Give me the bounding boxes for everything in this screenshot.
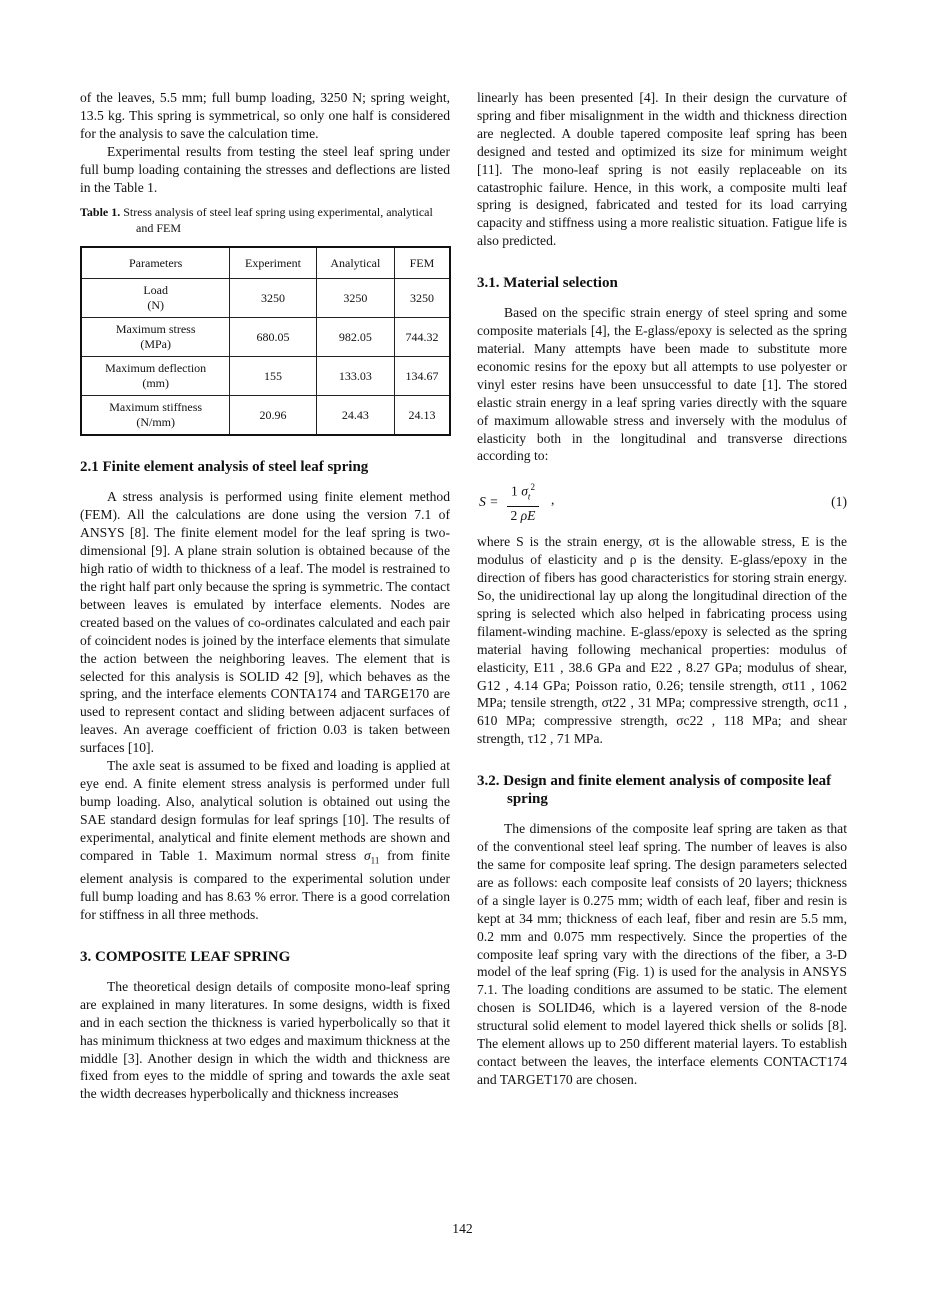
paragraph-where: where S is the strain energy, σt is the allowable stress, E is the modulus of elasticity and ρ is the density. E-glass/epoxy in the direction of fibers has good characteristics for storing strain energy. So, the unidirectional lay up along the longitudinal direction of the spring is selected which also helped in fabricating process using filament-winding machine. E-glass/epoxy is selected as the spring material having following mechanical properties: modulus of elasticity, E11 , 38.6 GPa and E22 , 8.27 GPa; modulus of shear, G12 , 4.14 GPa; Poisson ratio, 0.26; tensile strength, σt11 , 1062 MPa; tensile strength, σt22 , 31 MPa; compressive strength, σc11 , 610 MPa; compressive strength, σc22 , 118 MPa; and shear strength, τ12 , 71 MPa.	[477, 534, 847, 747]
section-heading-2-1: 2.1 Finite element analysis of steel leaf spring	[80, 459, 369, 476]
fem-cell: 744.32	[394, 318, 450, 357]
equation-number: (1)	[831, 494, 847, 510]
equation-fraction: $\frac{1 \sigma_t^2}{2 \rho E}$	[507, 479, 539, 525]
fem-cell: 24.13	[394, 396, 450, 436]
analytical-cell: 24.43	[316, 396, 394, 436]
section-heading-3-1: 3.1. Material selection	[477, 275, 618, 292]
table-caption	[80, 204, 450, 236]
paragraph-continued: linearly has been presented [4]. In their design the curvature of spring and fiber misalignment in the width and thickness direction are neglected. A double tapered composite leaf spring has been designed and tested and optimized its size for minimum weight [11]. The mono-leaf spring is not easily replaceable on its catastrophic failure. Hence, in this work, a composite multi leaf spring is designed, fabricated and tested for its load carrying capacity and stiffness using a more realistic situation. Fatigue life is also predicted.	[477, 90, 847, 249]
paragraph-intro: of the leaves, 5.5 mm; full bump loading, 3250 N; spring weight, 13.5 kg. This spring is symmetrical, so only one half is considered for the analysis to save the calculation time.	[80, 90, 450, 141]
header-experiment: Experiment	[230, 247, 316, 279]
page-number: 142	[452, 1221, 473, 1236]
table-label: Table 1.	[80, 205, 121, 220]
table-row	[81, 318, 450, 357]
experiment-cell: 20.96	[230, 396, 316, 436]
left-column	[80, 89, 450, 1103]
table-row	[81, 279, 450, 318]
table-header-row	[81, 247, 450, 279]
param-cell: Maximum stiffness (N/mm)	[81, 396, 230, 436]
table-row	[81, 396, 450, 436]
header-fem: FEM	[394, 247, 450, 279]
header-analytical: Analytical	[316, 247, 394, 279]
param-cell: Load (N)	[81, 279, 230, 318]
paragraph-composite: The theoretical design details of composite mono-leaf spring are explained in many literatures. In some designs, width is fixed and in each section the thickness is varied hyperbolically so that it has minimum thickness at two edges and maximum thickness at the middle [3]. Another design in which the width and thickness are fixed from eyes to the middle of spring and towards the axle seat the width decreases hyperbolically and thickness increases	[80, 978, 450, 1102]
table-caption-text: Stress analysis of steel leaf spring using experimental, analytical and FEM	[123, 205, 433, 236]
equation-1: S = $\frac{1 \sigma_t^2}{2 \rho E}$ , (1)	[477, 479, 847, 525]
paragraph-design: The dimensions of the composite leaf spring are taken as that of the conventional steel leaf spring. The number of leaves is also the same for composite leaf spring. The design parameters selected are as follows: each composite leaf consists of 20 layers; thickness of a single layer is 0.275 mm; width of each leaf, fiber and resin is kept at 34 mm; thickness of each leaf, fiber and resin are 5.5 mm, 0.2 mm and 0.075 mm respectively. Since the properties of the composite leaf spring vary with the directions of the fiber, a 3-D model of the leaf spring (Fig. 1) is used for the analysis in ANSYS 7.1. The loading conditions are assumed to be static. The element chosen is SOLID46, which is a layered version of the 8-node structural solid element to model layered thick shells or solids [8]. The element allows up to 250 different material layers. To establish contact between the leaves, the interface elements CONTACT174 and TARGET170 are chosen.	[477, 821, 847, 1087]
experiment-cell: 155	[230, 357, 316, 396]
section-heading-3: 3. COMPOSITE LEAF SPRING	[80, 948, 291, 965]
stress-analysis-table	[80, 246, 451, 436]
analytical-cell: 133.03	[316, 357, 394, 396]
param-cell: Maximum stress (MPa)	[81, 318, 230, 357]
analytical-cell: 3250	[316, 279, 394, 318]
right-column	[477, 89, 847, 1089]
fem-cell: 134.67	[394, 357, 450, 396]
param-cell: Maximum deflection (mm)	[81, 357, 230, 396]
paragraph-experimental: Experimental results from testing the steel leaf spring under full bump loading containing the stresses and deflections are listed in the Table 1.	[80, 143, 450, 195]
experiment-cell: 3250	[230, 279, 316, 318]
fem-cell: 3250	[394, 279, 450, 318]
paragraph-material: Based on the specific strain energy of steel spring and some composite materials [4], the E-glass/epoxy is selected as the spring material. Many attempts have been made to substitute more economic resins for the epoxy but all attempts to use polyester or vinyl ester resins have been unsuccessful to date [1]. The stored elastic strain energy in a leaf spring varies directly with the square of maximum allowable stress and inversely with the modulus of elasticity both in the longitudinal and transverse directions according to:	[477, 305, 847, 464]
table-row	[81, 357, 450, 396]
section-heading-3-2: 3.2. Design and finite element analysis of composite leaf spring	[477, 773, 832, 808]
experiment-cell: 680.05	[230, 318, 316, 357]
paragraph-fea-steel: A stress analysis is performed using finite element method (FEM). All the calculations are done using the version 7.1 of ANSYS [8]. The finite element model for the leaf spring is two-dimensional [9]. A plane strain solution is obtained because of the high ratio of width to thickness of a leaf. The model is restrained to the right half part only because the spring is symmetric. The contact between leaves is emulated by interface elements. Nodes are created based on the values of co-ordinates calculated and each pair of coincident nodes is joined by the interface elements that simulate the action between the neighboring leaves. The element that is selected for this analysis is SOLID 42 [9], which behaves as the spring, and the interface elements CONTA174 and TARGE170 are used to represent contact and sliding between adjacent surfaces of leaves. An average coefficient of friction 0.03 is taken between surfaces [10].	[80, 489, 450, 756]
header-parameters: Parameters	[81, 247, 230, 279]
paragraph-axle-seat: The axle seat is assumed to be fixed and loading is applied at eye end. A finite element stress analysis is performed under full bump loading. Also, analytical solution is obtained out using the SAE standard design formulas for leaf springs [10]. The results of experimental, analytical and finite element methods are shown and compared in Table 1. Maximum normal stress $\sigma_{11}$ from finite element analysis is compared to the experimental solution under full bump loading and has 8.63 % error. There is a good correlation for stiffness in all three methods.	[80, 758, 451, 922]
analytical-cell: 982.05	[316, 318, 394, 357]
